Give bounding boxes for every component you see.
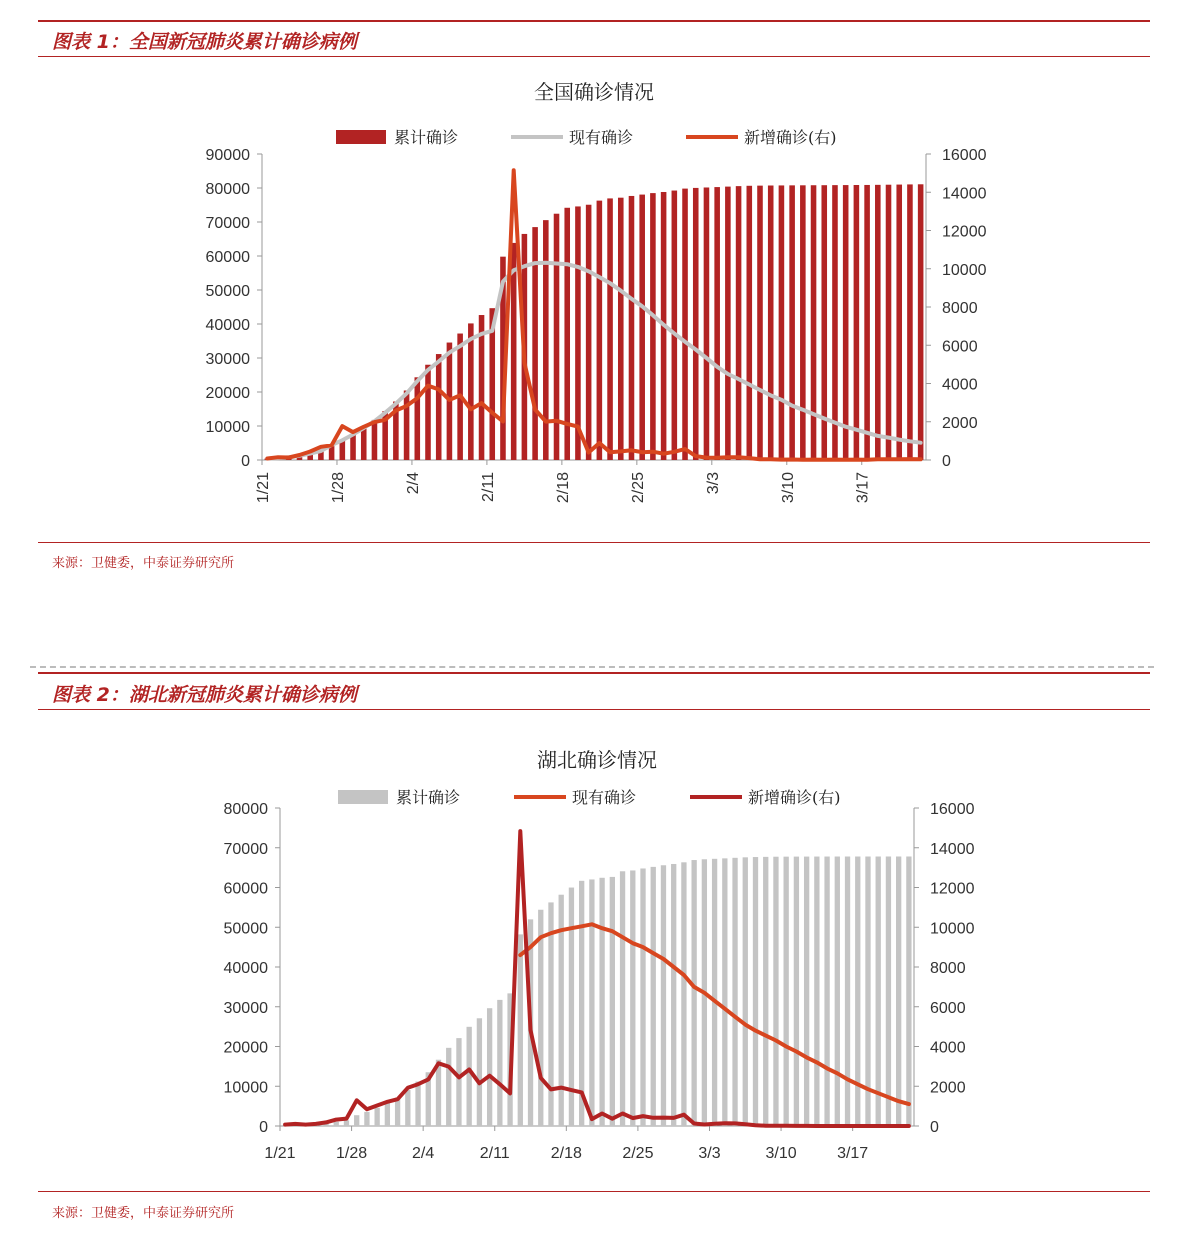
bar xyxy=(835,857,840,1126)
section2-title-rule xyxy=(38,709,1150,710)
bar xyxy=(743,857,748,1126)
section1-source-rule xyxy=(38,542,1150,543)
bar xyxy=(725,187,731,460)
y-tick-label-right: 2000 xyxy=(930,1079,966,1097)
section-divider xyxy=(30,666,1154,668)
y-tick-label-right: 4000 xyxy=(942,376,978,394)
x-tick-label: 3/10 xyxy=(765,1145,797,1162)
chart-title: 全国确诊情况 xyxy=(534,80,654,104)
y-tick-label-left: 10000 xyxy=(205,419,250,436)
bar xyxy=(757,186,763,460)
bar xyxy=(704,187,710,460)
section1-top-rule xyxy=(38,20,1150,22)
y-tick-label-right: 8000 xyxy=(930,960,966,977)
bar xyxy=(804,857,809,1126)
bar xyxy=(722,858,727,1126)
y-tick-label-right: 16000 xyxy=(930,801,975,818)
x-tick-label: 2/4 xyxy=(404,472,422,495)
y-tick-label-left: 80000 xyxy=(205,181,250,198)
y-tick-label-right: 6000 xyxy=(942,338,978,356)
bar xyxy=(538,910,543,1126)
section1-source: 来源：卫健委，中泰证券研究所 xyxy=(52,556,235,571)
bar xyxy=(436,354,442,460)
legend-label-2: 新增确诊(右) xyxy=(748,788,841,807)
y-tick-label-left: 10000 xyxy=(223,1079,268,1097)
bar xyxy=(753,857,758,1126)
bar xyxy=(385,1103,390,1126)
bar xyxy=(518,934,523,1126)
bar xyxy=(681,862,686,1126)
bar xyxy=(876,856,881,1126)
bar xyxy=(364,1112,369,1126)
x-tick-label: 1/28 xyxy=(336,1145,368,1162)
section2-source: 来源：卫健委，中泰证券研究所 xyxy=(52,1206,235,1221)
x-tick-label: 3/3 xyxy=(704,472,722,495)
y-tick-label-right: 10000 xyxy=(930,920,975,938)
legend-label-0: 累计确诊 xyxy=(394,128,459,147)
bar xyxy=(589,879,594,1126)
bar xyxy=(864,185,870,460)
y-tick-label-right: 12000 xyxy=(942,223,987,241)
x-tick-label: 3/17 xyxy=(854,472,872,504)
bar xyxy=(824,857,829,1126)
y-tick-label-left: 30000 xyxy=(205,351,250,368)
bar xyxy=(354,1115,359,1126)
bar xyxy=(693,188,699,460)
bar xyxy=(896,185,902,460)
bar xyxy=(586,205,592,460)
bar xyxy=(832,185,838,460)
bar xyxy=(597,201,603,460)
bar xyxy=(467,1027,472,1126)
bar xyxy=(629,196,635,460)
bar xyxy=(875,185,881,460)
bar xyxy=(446,1048,451,1126)
y-tick-label-right: 0 xyxy=(942,453,951,470)
bar xyxy=(497,1000,502,1126)
bar xyxy=(344,1120,349,1126)
bar xyxy=(794,857,799,1126)
bar xyxy=(618,198,624,460)
bar xyxy=(918,184,924,460)
bar xyxy=(768,186,774,460)
legend-swatch-0 xyxy=(338,790,388,804)
bar xyxy=(405,1090,410,1126)
x-tick-label: 1/21 xyxy=(264,1145,296,1162)
y-tick-label-right: 4000 xyxy=(930,1039,966,1057)
bar xyxy=(907,184,913,460)
bar xyxy=(415,1082,420,1126)
x-tick-label: 2/4 xyxy=(412,1145,435,1162)
y-tick-label-left: 20000 xyxy=(205,385,250,402)
y-tick-label-left: 70000 xyxy=(223,840,268,858)
bar xyxy=(543,220,549,460)
y-tick-label-left: 50000 xyxy=(223,920,268,938)
bar xyxy=(886,856,891,1126)
bar xyxy=(789,185,795,460)
bar xyxy=(691,860,696,1126)
bar xyxy=(773,857,778,1126)
bar xyxy=(361,427,367,460)
x-tick-label: 1/21 xyxy=(255,472,272,504)
bar xyxy=(650,193,656,460)
bar xyxy=(404,391,410,460)
section1-title: 图表 1：全国新冠肺炎累计确诊病例 xyxy=(52,31,357,53)
bar xyxy=(906,856,911,1126)
y-tick-label-right: 16000 xyxy=(942,147,987,164)
bar xyxy=(511,243,517,460)
legend-label-2: 新增确诊(右) xyxy=(744,128,837,147)
bar xyxy=(651,867,656,1126)
bar xyxy=(763,857,768,1126)
y-tick-label-left: 0 xyxy=(241,453,250,470)
bar xyxy=(640,868,645,1126)
x-tick-label: 2/25 xyxy=(629,472,647,504)
bar xyxy=(843,185,849,460)
bar xyxy=(415,377,421,460)
bar xyxy=(714,187,720,460)
x-tick-label: 2/25 xyxy=(622,1145,654,1162)
y-tick-label-right: 14000 xyxy=(942,185,987,203)
bar xyxy=(747,186,753,460)
bar xyxy=(865,856,870,1126)
national-chart xyxy=(0,60,1184,540)
bar xyxy=(575,206,581,460)
y-tick-label-left: 40000 xyxy=(205,317,250,334)
bar xyxy=(779,185,785,460)
y-tick-label-left: 60000 xyxy=(223,880,268,898)
y-tick-label-right: 10000 xyxy=(942,261,987,279)
y-tick-label-left: 40000 xyxy=(223,960,268,977)
y-tick-label-left: 0 xyxy=(259,1119,268,1136)
y-tick-label-right: 6000 xyxy=(930,999,966,1017)
bar xyxy=(334,1122,339,1126)
bar xyxy=(395,1098,400,1126)
bar xyxy=(736,186,742,460)
hubei-chart xyxy=(0,712,1184,1182)
legend-label-0: 累计确诊 xyxy=(396,788,461,807)
section2-source-rule xyxy=(38,1191,1150,1192)
bar xyxy=(477,1018,482,1126)
bar xyxy=(607,198,613,460)
y-tick-label-left: 70000 xyxy=(205,215,250,232)
section1-title-rule xyxy=(38,56,1150,57)
y-tick-label-left: 90000 xyxy=(205,147,250,164)
x-tick-label: 2/11 xyxy=(479,471,497,502)
bar xyxy=(639,195,645,460)
bar xyxy=(374,1108,379,1126)
y-tick-label-right: 0 xyxy=(930,1119,939,1136)
bar xyxy=(456,1038,461,1126)
bar xyxy=(661,865,666,1126)
bar xyxy=(811,185,817,460)
section2-title: 图表 2：湖北新冠肺炎累计确诊病例 xyxy=(52,684,357,706)
chart-title: 湖北确诊情况 xyxy=(537,748,657,772)
bar xyxy=(487,1008,492,1126)
bar xyxy=(845,857,850,1126)
bar xyxy=(620,871,625,1126)
x-tick-label: 2/18 xyxy=(550,1145,582,1162)
bar xyxy=(468,323,474,460)
y-tick-label-right: 14000 xyxy=(930,840,975,858)
x-tick-label: 2/18 xyxy=(554,472,572,504)
y-tick-label-left: 50000 xyxy=(205,283,250,300)
bar xyxy=(671,864,676,1126)
legend-swatch-0 xyxy=(336,130,386,144)
section2-top-rule xyxy=(38,672,1150,674)
bar xyxy=(800,185,806,460)
y-tick-label-left: 60000 xyxy=(205,249,250,266)
bar xyxy=(672,191,678,460)
x-tick-label: 3/3 xyxy=(698,1145,721,1162)
bar xyxy=(814,857,819,1126)
bar xyxy=(712,859,717,1126)
bar xyxy=(784,857,789,1126)
x-tick-label: 3/17 xyxy=(837,1145,869,1162)
bar xyxy=(599,878,604,1126)
bar xyxy=(610,877,615,1126)
bar xyxy=(854,185,860,460)
bar xyxy=(425,365,431,460)
bar xyxy=(886,185,892,460)
bar xyxy=(630,870,635,1126)
y-tick-label-right: 8000 xyxy=(942,300,978,317)
y-tick-label-left: 80000 xyxy=(223,801,268,818)
y-tick-label-left: 30000 xyxy=(223,999,268,1017)
y-tick-label-right: 12000 xyxy=(930,880,975,898)
legend-label-1: 现有确诊 xyxy=(569,128,634,147)
y-tick-label-left: 20000 xyxy=(223,1039,268,1057)
bar xyxy=(732,858,737,1126)
bar xyxy=(896,856,901,1126)
legend-label-1: 现有确诊 xyxy=(572,788,637,807)
x-tick-label: 1/28 xyxy=(329,472,347,504)
bar xyxy=(579,881,584,1126)
y-tick-label-right: 2000 xyxy=(942,414,978,432)
x-tick-label: 2/11 xyxy=(479,1145,510,1162)
x-tick-label: 3/10 xyxy=(779,472,797,504)
bar xyxy=(372,420,378,460)
bar xyxy=(682,189,688,460)
